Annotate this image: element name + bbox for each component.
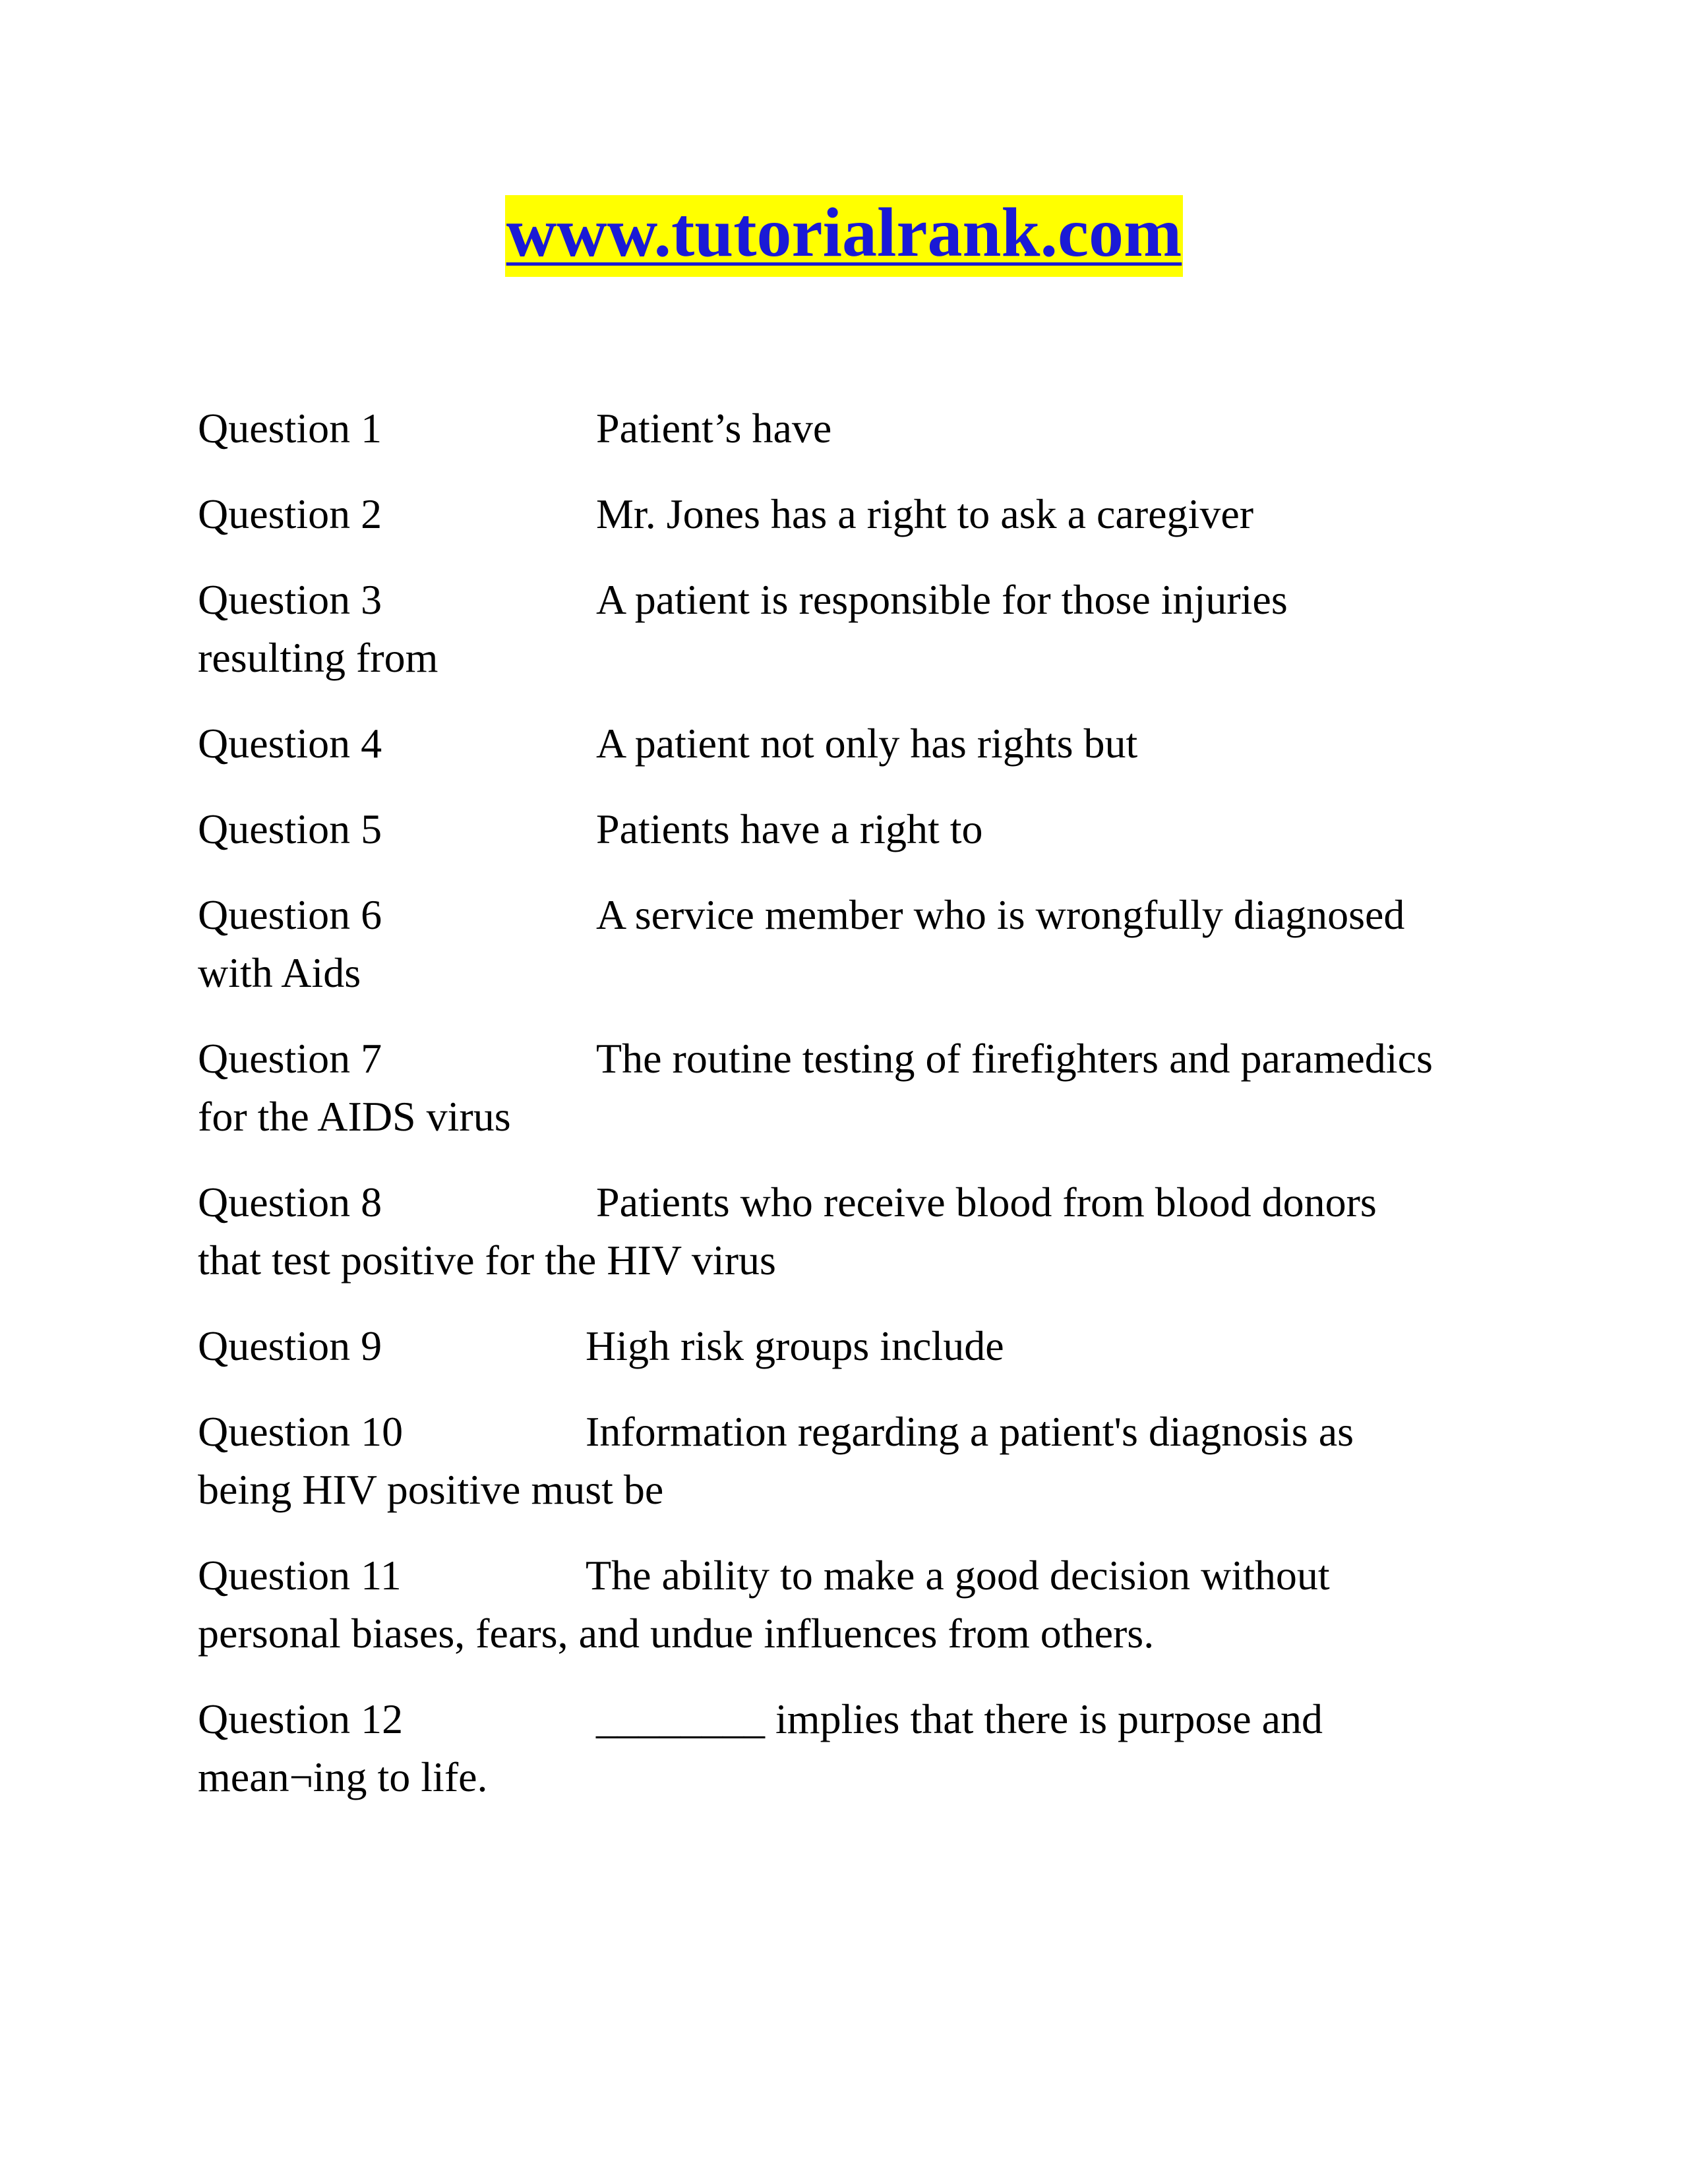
question-text: A patient is responsible for those injuries	[596, 576, 1288, 623]
question-text: Patients have a right to	[596, 806, 983, 852]
question-label: Question 1	[198, 405, 382, 452]
question-text-continuation: that test positive for the HIV virus	[198, 1237, 776, 1284]
question-item	[198, 1403, 1517, 1519]
question-item	[198, 485, 1517, 543]
question-text: The ability to make a good decision without	[586, 1552, 1330, 1599]
header	[0, 195, 1688, 277]
site-link[interactable]: www.tutorialrank.com	[505, 195, 1184, 277]
question-label: Question 8	[198, 1179, 382, 1225]
question-item	[198, 571, 1517, 687]
question-text: Patients who receive blood from blood donors	[596, 1179, 1377, 1225]
question-label: Question 2	[198, 490, 382, 537]
question-text: A patient not only has rights but	[596, 720, 1138, 767]
question-label: Question 11	[198, 1552, 402, 1599]
question-item	[198, 800, 1517, 858]
question-label: Question 5	[198, 806, 382, 852]
question-text: High risk groups include	[586, 1322, 1004, 1369]
question-text-continuation: personal biases, fears, and undue influences from others.	[198, 1610, 1155, 1657]
question-label: Question 10	[198, 1408, 404, 1455]
question-text: ________ implies that there is purpose and	[596, 1696, 1323, 1742]
question-label: Question 6	[198, 891, 382, 938]
question-text-continuation: mean¬ing to life.	[198, 1754, 488, 1800]
question-item	[198, 1173, 1517, 1289]
question-label: Question 3	[198, 576, 382, 623]
question-label: Question 12	[198, 1696, 404, 1742]
question-item	[198, 715, 1517, 773]
question-text: Patient’s have	[596, 405, 832, 452]
question-list	[198, 399, 1517, 1834]
question-item	[198, 1690, 1517, 1806]
question-label: Question 9	[198, 1322, 382, 1369]
question-text: Information regarding a patient's diagnosis as	[586, 1408, 1354, 1455]
question-item	[198, 886, 1517, 1002]
question-text-continuation: resulting from	[198, 634, 438, 681]
question-label: Question 7	[198, 1035, 382, 1082]
question-label: Question 4	[198, 720, 382, 767]
question-item	[198, 1030, 1517, 1146]
question-text-continuation: for the AIDS virus	[198, 1093, 511, 1140]
question-text: A service member who is wrongfully diagnosed	[596, 891, 1405, 938]
question-item	[198, 1547, 1517, 1663]
question-item	[198, 399, 1517, 457]
question-text-continuation: being HIV positive must be	[198, 1466, 664, 1513]
question-item	[198, 1317, 1517, 1375]
question-text: Mr. Jones has a right to ask a caregiver	[596, 490, 1254, 537]
question-text: The routine testing of firefighters and paramedics	[596, 1035, 1433, 1082]
question-text-continuation: with Aids	[198, 949, 361, 996]
